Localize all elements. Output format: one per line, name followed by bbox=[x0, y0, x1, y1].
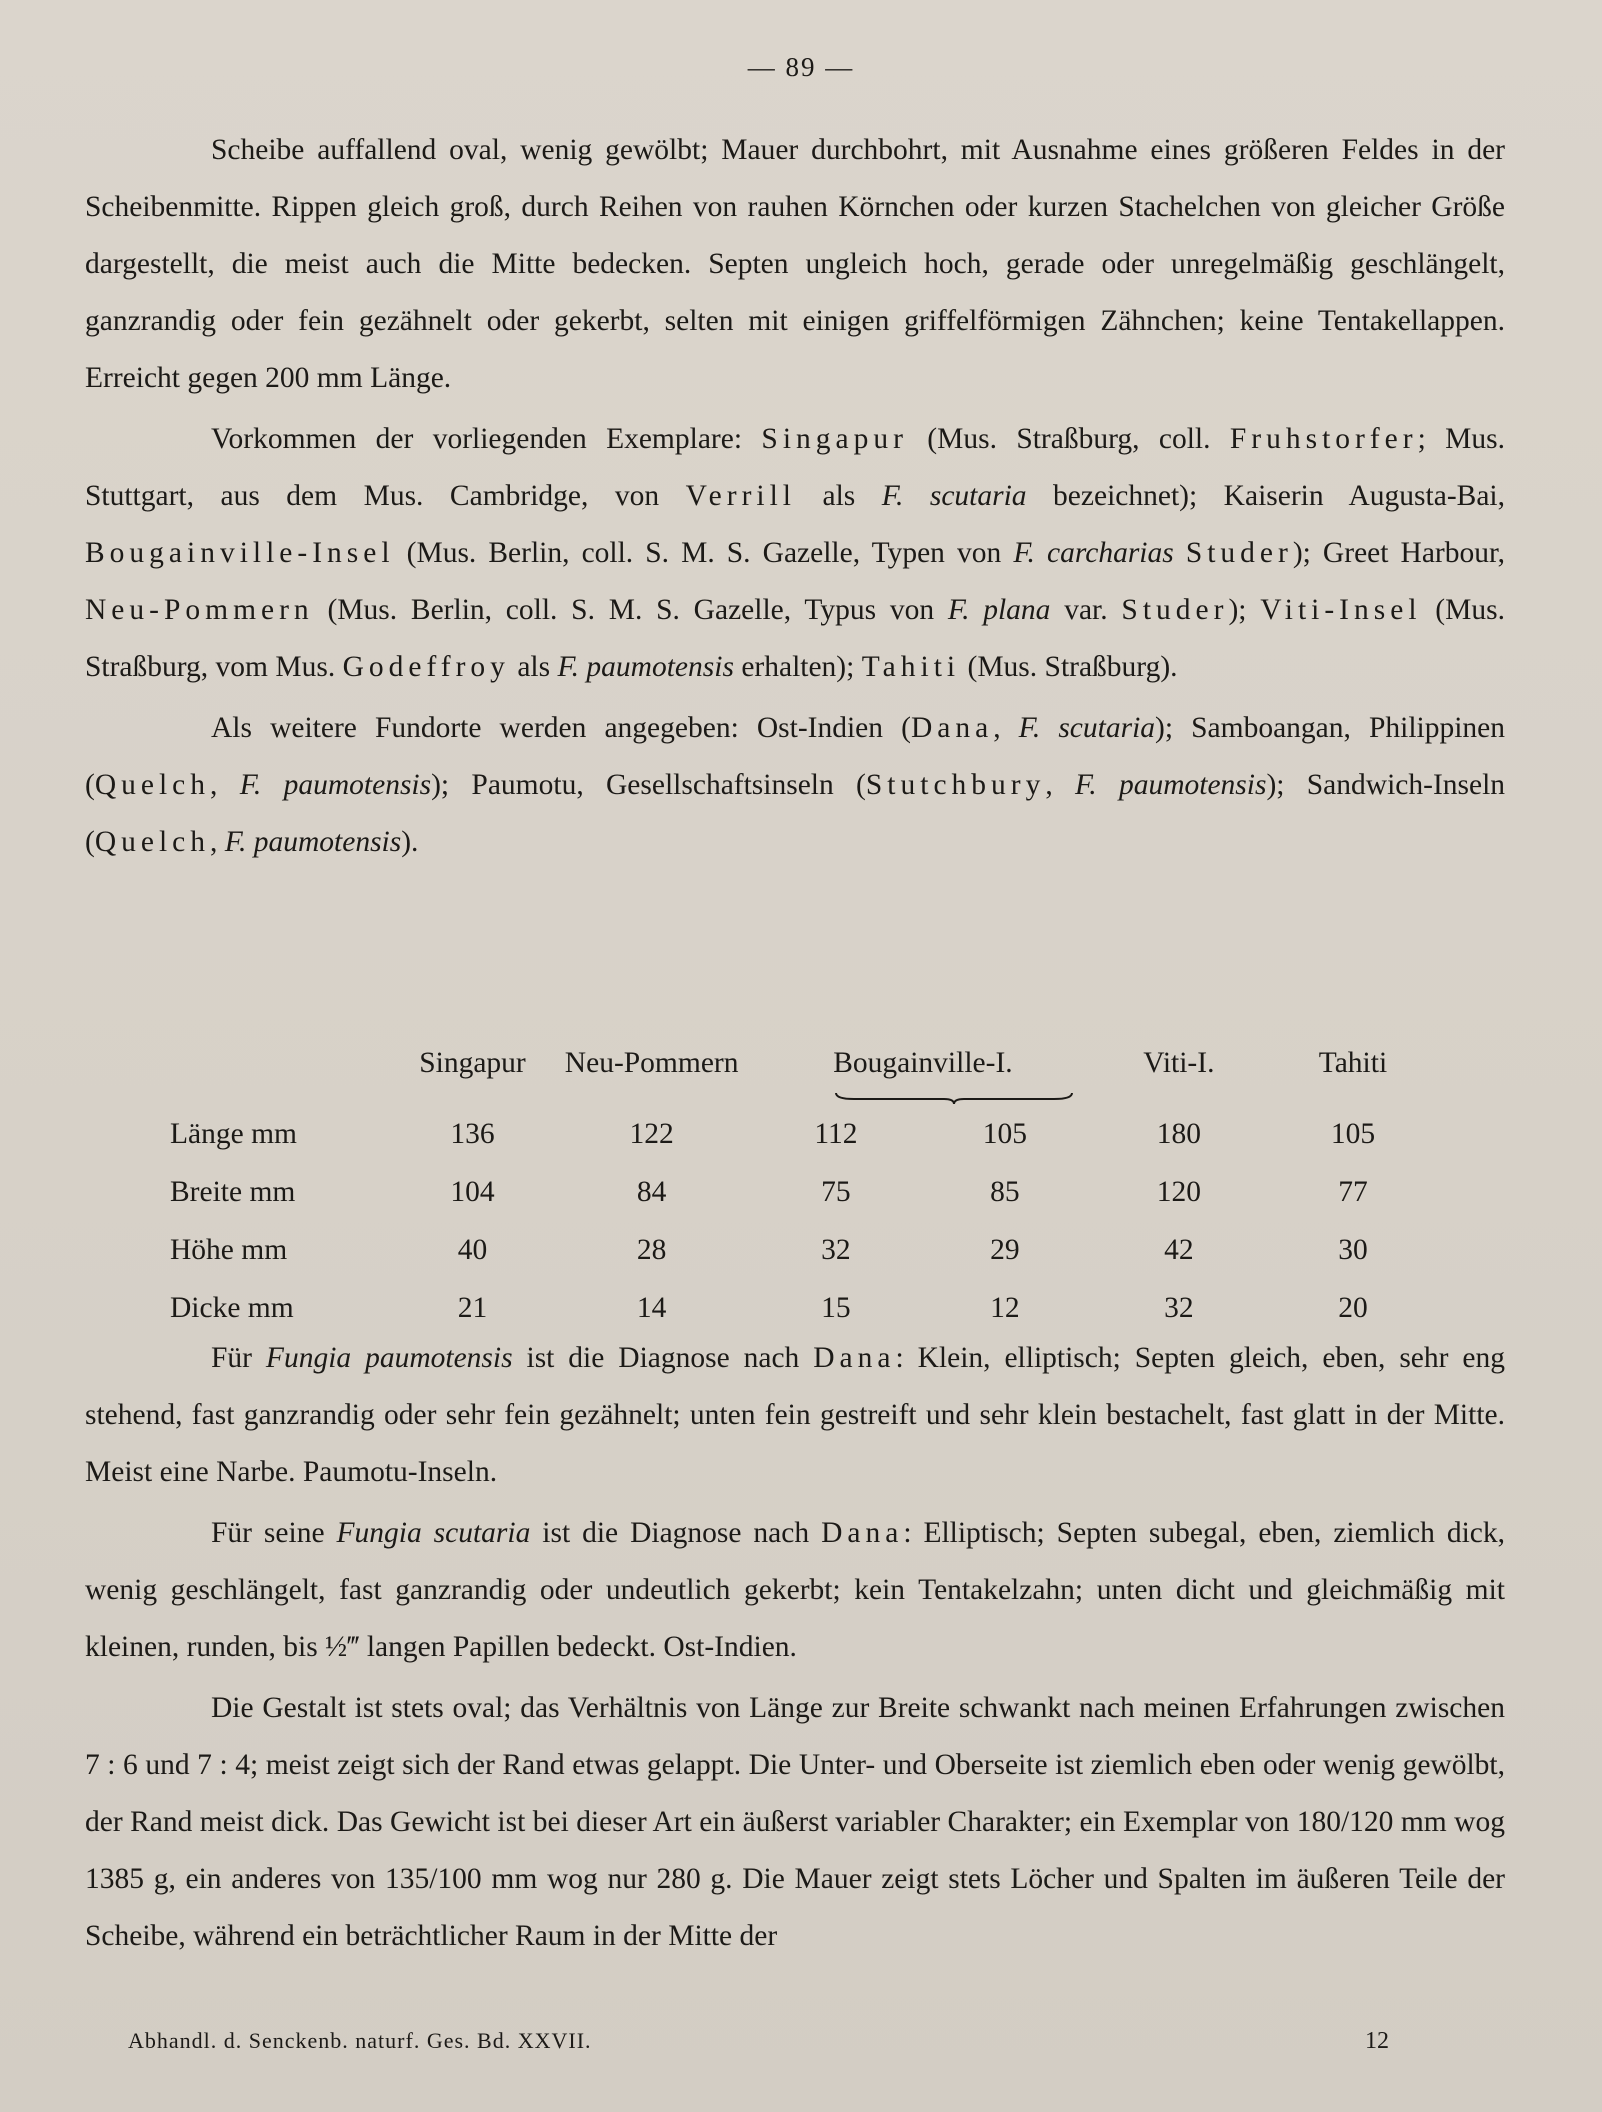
table-header-label: Bougainville-I. bbox=[833, 1046, 1013, 1079]
table-cell: 12 bbox=[990, 1291, 1020, 1324]
table-row bbox=[150, 1221, 1440, 1279]
table-cell: 30 bbox=[1338, 1233, 1368, 1266]
table-cell: 42 bbox=[1164, 1233, 1194, 1266]
text-run: ist die Diagnose nach bbox=[530, 1517, 822, 1549]
text-run: (Mus. Straßburg). bbox=[960, 651, 1178, 683]
table-cell: 105 bbox=[1330, 1117, 1376, 1150]
text-run: , bbox=[210, 769, 240, 801]
spaced-proper-name: Studer bbox=[1121, 594, 1229, 626]
italic-taxon-name: Fungia paumotensis bbox=[265, 1342, 513, 1374]
table-cell: 28 bbox=[636, 1233, 667, 1266]
spaced-proper-name: Stutchbury bbox=[865, 769, 1046, 801]
italic-taxon-name: F. carcharias bbox=[1013, 537, 1174, 569]
text-run: ); Sandwich-Inseln ( bbox=[85, 769, 1506, 858]
table-row bbox=[150, 1105, 1440, 1163]
text-run: Die Gestalt ist stets oval; das Verhältnis von Länge zur Breite schwankt nach meinen Erfahrungen zwischen 7 : 6 und 7 : 4; meist zeigt sich der Rand etwas gelappt. Die Unter- und Oberseite ist ziemlich eben oder wenig gewölbt, der Rand meist dick. Das Gewicht ist bei dieser Art ein äußerst variabler Charakter; ein Exemplar von 180/120 mm wog 1385 g, ein anderes von 135/100 mm wog nur 280 g. Die Mauer zeigt stets Löcher und Spalten im äußeren Teile der Scheibe, während ein beträchtlicher Raum in der Mitte der bbox=[85, 1692, 1505, 1952]
text-run: Scheibe auffallend oval, wenig gewölbt; Mauer durchbohrt, mit Ausnahme eines größeren Feldes in der Scheibenmitte. Rippen gleich groß, durch Reihen von rauhen Körnchen oder kurzen Stachelchen von gleicher Größe dargestellt, die meist auch die Mitte bedecken. Septen ungleich hoch, gerade oder unregelmäßig geschlängelt, ganzrandig oder fein gezähnelt oder gekerbt, selten mit einigen griffelförmigen Zähnchen; keine Tentakellappen. Erreicht gegen 200 mm Länge. bbox=[85, 134, 1505, 394]
table-header-cell: Viti-I. bbox=[1143, 1046, 1215, 1079]
spaced-proper-name: Quelch bbox=[94, 769, 211, 801]
table-cell: 180 bbox=[1156, 1117, 1201, 1150]
text-run: als bbox=[509, 651, 558, 683]
table-cell: 32 bbox=[1164, 1291, 1194, 1324]
spaced-proper-name: Dana bbox=[910, 712, 994, 744]
paragraph bbox=[85, 122, 1505, 407]
text-run: ); Paumotu, Gesellschaftsinseln ( bbox=[431, 769, 866, 801]
spaced-proper-name: Bougainville-Insel bbox=[85, 537, 395, 569]
text-run: als bbox=[796, 480, 882, 512]
paragraph bbox=[85, 700, 1505, 871]
paragraph bbox=[85, 1330, 1505, 1501]
spaced-proper-name: Godeffroy bbox=[342, 651, 510, 683]
table-cell: 104 bbox=[450, 1175, 495, 1208]
table-cell: 29 bbox=[990, 1233, 1020, 1266]
italic-taxon-name: F. paumotensis bbox=[557, 651, 734, 683]
text-run: Für bbox=[211, 1342, 266, 1374]
text-run: ); bbox=[1228, 594, 1261, 626]
text-run: (Mus. Berlin, coll. S. M. S. Gazelle, Typus von bbox=[313, 594, 948, 626]
table-header-cell bbox=[754, 1035, 1092, 1091]
table-cell: 120 bbox=[1156, 1175, 1201, 1208]
row-label: Länge mm bbox=[170, 1117, 297, 1150]
table-header-row bbox=[150, 1035, 1440, 1091]
text-run: (Mus. Straßburg, coll. bbox=[907, 423, 1230, 455]
italic-taxon-name: F. scutaria bbox=[881, 480, 1027, 512]
text-run: , bbox=[1045, 769, 1076, 801]
table-header-cell: Singapur bbox=[419, 1046, 526, 1079]
spaced-proper-name: Fruhstorfer bbox=[1229, 423, 1418, 455]
spaced-proper-name: Quelch bbox=[94, 826, 211, 858]
text-run: ); Greet Harbour, bbox=[1292, 537, 1506, 569]
text-run: ; Mus. Stuttgart, aus dem Mus. Cambridge, von bbox=[85, 423, 1505, 512]
paragraph bbox=[85, 411, 1505, 696]
spaced-proper-name: Dana bbox=[821, 1517, 904, 1549]
italic-taxon-name: F. paumotensis bbox=[224, 826, 402, 858]
paragraph bbox=[85, 1680, 1505, 1965]
table-header-cell: Tahiti bbox=[1318, 1046, 1388, 1079]
spaced-proper-name: Dana bbox=[813, 1342, 896, 1374]
table-cell: 105 bbox=[982, 1117, 1027, 1150]
text-run: var. bbox=[1050, 594, 1122, 626]
text-run bbox=[1174, 537, 1186, 569]
table-header-cell bbox=[150, 1035, 396, 1091]
table-cell: 122 bbox=[629, 1117, 674, 1150]
spaced-proper-name: Singapur bbox=[761, 423, 908, 455]
table-cell: 40 bbox=[457, 1233, 488, 1266]
text-run: (Mus. Berlin, coll. S. M. S. Gazelle, Typen von bbox=[394, 537, 1014, 569]
text-run: ist die Diagnose nach bbox=[512, 1342, 814, 1374]
lower-text-block bbox=[85, 1330, 1505, 1965]
italic-taxon-name: F. plana bbox=[947, 594, 1051, 626]
footer-journal-reference: Abhandl. d. Senckenb. naturf. Ges. Bd. XXVII. bbox=[128, 2028, 592, 2053]
table-cell: 32 bbox=[821, 1233, 851, 1266]
brace-row bbox=[150, 1091, 1440, 1105]
spaced-proper-name: Viti-Insel bbox=[1260, 594, 1422, 626]
spaced-proper-name: Neu-Pommern bbox=[85, 594, 314, 626]
text-run: ); Samboangan, Philippinen ( bbox=[85, 712, 1506, 801]
text-run: (Mus. Straßburg, vom Mus. bbox=[85, 594, 1505, 683]
spaced-proper-name: Tahiti bbox=[861, 651, 961, 683]
table-cell: 75 bbox=[821, 1175, 851, 1208]
italic-taxon-name: Fungia scutaria bbox=[336, 1517, 531, 1549]
row-label: Breite mm bbox=[170, 1175, 296, 1208]
text-run: ). bbox=[401, 826, 419, 858]
spaced-proper-name: Studer bbox=[1185, 537, 1293, 569]
table-header-cell: Neu-Pommern bbox=[564, 1046, 739, 1079]
brace-icon bbox=[834, 1091, 1074, 1105]
text-run: , bbox=[993, 712, 1019, 744]
paragraph bbox=[85, 1505, 1505, 1676]
table-cell: 77 bbox=[1338, 1175, 1368, 1208]
text-run: Für seine bbox=[211, 1517, 337, 1549]
table-cell: 20 bbox=[1338, 1291, 1368, 1324]
text-run: erhalten); bbox=[733, 651, 862, 683]
spaced-proper-name: Verrill bbox=[685, 480, 796, 512]
italic-taxon-name: F. paumotensis bbox=[239, 769, 432, 801]
text-run: : Elliptisch; Septen subegal, eben, ziemlich dick, wenig geschlängelt, fast ganzrandig oder undeutlich gekerbt; kein Tentakelzahn; unten dicht und gleichmäßig mit kleinen, runden, bis ½‴ langen Papillen bedeckt. Ost-Indien. bbox=[85, 1517, 1505, 1663]
footer-signature-number: 12 bbox=[1365, 2028, 1389, 2054]
table-cell: 14 bbox=[636, 1291, 667, 1324]
table-row bbox=[150, 1279, 1440, 1337]
row-label: Höhe mm bbox=[170, 1233, 288, 1266]
text-run: Als weitere Fundorte werden angegeben: Ost-Indien ( bbox=[211, 712, 911, 744]
row-label: Dicke mm bbox=[170, 1291, 294, 1324]
upper-text-block bbox=[85, 122, 1505, 871]
text-run: bezeichnet); Kaiserin Augusta-Bai, bbox=[1026, 480, 1505, 512]
table-cell: 85 bbox=[990, 1175, 1020, 1208]
italic-taxon-name: F. scutaria bbox=[1018, 712, 1156, 744]
measurements-table bbox=[150, 1035, 1440, 1337]
table-row bbox=[150, 1163, 1440, 1221]
table-cell: 84 bbox=[636, 1175, 667, 1208]
table-cell: 112 bbox=[814, 1117, 858, 1150]
table-cell: 15 bbox=[821, 1291, 851, 1324]
italic-taxon-name: F. paumotensis bbox=[1075, 769, 1267, 801]
text-run: : Klein, elliptisch; Septen gleich, eben, sehr eng stehend, fast ganzrandig oder sehr fein gezähnelt; unten fein gestreift und sehr klein bestachelt, fast glatt in der Mitte. Meist eine Narbe. Paumotu-Inseln. bbox=[85, 1342, 1506, 1488]
page-number: — 89 — bbox=[747, 52, 855, 82]
table-cell: 21 bbox=[457, 1291, 488, 1324]
text-run: , bbox=[210, 826, 225, 858]
text-run: Vorkommen der vorliegenden Exemplare: bbox=[211, 423, 762, 455]
table-cell: 136 bbox=[450, 1117, 495, 1150]
